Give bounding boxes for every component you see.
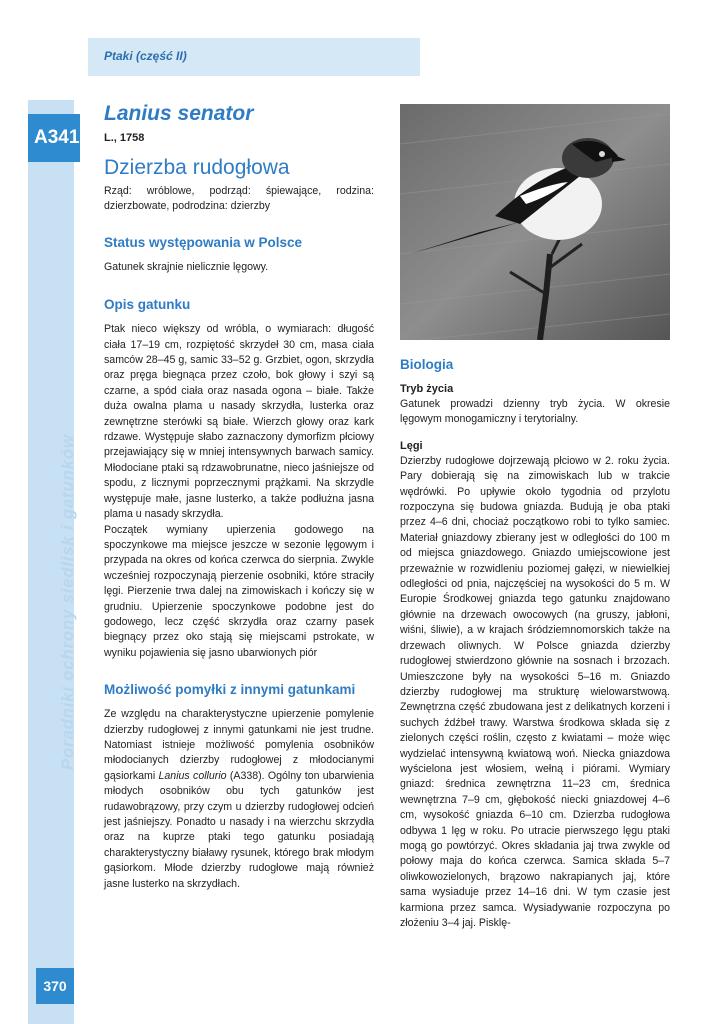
biologia-heading: Biologia [400,357,454,372]
status-heading: Status występowania w Polsce [104,234,303,250]
series-title: Ptaki (część II) [104,49,187,63]
pomylka-text-after: (A338). Ogólny ton ubarwienia młodych osobników obu tych gatunków jest rudawobrązowy, przy czym u dzierzby rudogłowej odcień jest jaśniejszy. Ponadto u nasady i na wierzchu skrzydła oraz na kuprze ptaki tego gatunku posiadają charakterystyczny białawy rysunek, którego brak młodym gąsiorkom. Młode dzierzby rudogłowe mają również jasne lusterko na skrzydłach. [104,769,375,890]
right-column [400,356,670,931]
status-text: Gatunek skrajnie nielicznie lęgowy. [104,260,269,273]
bird-photo [400,104,670,340]
opis-paragraph-2: Początek wymiany upierzenia godowego na spoczynkowe ma miejsce jeszcze w sezonie lęgowym i przypada na okres od końca czerwca do sierpnia. Zwykle wcześniej rozpoczynają pierzenie osobniki, które straciły lęgi. Pierzenie trwa dalej na zimowiskach i kończy się w grudniu. Upierzenie spoczynkowe podobne jest do godowego, lecz część skrzydła oraz czarny pasek biegnący przez oko stają się miejscami pstrokate, w wyniku pojawienia się jasno ubarwionych piór [104,523,374,659]
latin-name: Lanius senator [104,102,254,125]
legi-heading: Lęgi [400,439,423,452]
taxonomy-text: Rząd: wróblowe, podrząd: śpiewające, rodzina: dzierzbowate, podrodzina: dzierzby [104,185,374,213]
pomylka-latin: Lanius collurio [158,769,227,782]
legi-text: Dzierzby rudogłowe dojrzewają płciowo w 2. roku życia. Pary dobierają się na zimowiskach lub w trakcie wędrówki. Po upływie około tygodnia od przylotu rozpoczyna się budowa gniazda. Budują je oba ptaki przez 4–6 dni, chociaż początkowo robi to tylko samiec. Materiał gniazdowy zbierany jest w odległości do 100 m od miejsca gniazdowego. Gniazdo umiejscowione jest przeważnie w rozwidleniu poziomej gałęzi, w niewielkiej odległości od pnia, najczęściej na wysokości do 5 m. W Europie Środkowej gniazda tego gatunku znajdowano głównie na drzewach owocowych (na gruszy, jabłoni, wiśni, śliwie), a w krajach śródziemnomorskich także na drzewach oliwnych. W Polsce gniazda dzierzby rudogłowej stwierdzono głównie na sosnach i brzozach. Umieszczone były na wysokości 5–16 m. Gniazdo dzierzby rudogłowej ma strukturę wielowarstwową. Zewnętrzna część zbudowana jest z delikatnych korzeni i suchych źdźbeł trawy. Warstwa środkowa składa się z zielonych części roślin, często z kwiatami – może więc wydzielać intensywną kwiatową woń. Niecka gniazdowa wyścielona jest włosiem, wełną i piórami. Wymiary gniazd: średnica zewnętrzna 11–23 cm, średnica wewnętrzna 7–9 cm, głębokość niecki gniazdowej 4–6 cm, wysokość gniazda 6–10 cm. Dzierzba rudogłowa odbywa 1 lęg w roku. Po utracie pierwszego lęgu ptaki mogą go powtórzyć. Okres składania jaj trwa zwykle od połowy maja do końca czerwca. Samica składa 5–7 oliwkowozielonych, brązowo nakrapianych jaj, które sama wysiaduje przez 14–16 dni. W tym czasie jest karmiona przez samca. Wysiadywanie rozpoczyna po złożeniu 3–4 jaj. Pisklę- [400,454,670,929]
left-column [104,100,374,892]
opis-heading: Opis gatunku [104,297,191,313]
polish-name: Dzierzba rudogłowa [104,156,290,179]
pomylka-heading: Możliwość pomyłki z innymi gatunkami [104,682,356,698]
species-author: L., 1758 [104,132,145,144]
vertical-title: Poradniki ochrony siedlisk i gatunków [58,434,77,770]
opis-paragraph-1: Ptak nieco większy od wróbla, o wymiarach: długość ciała 17–19 cm, rozpiętość skrzydeł 30 cm, masa ciała samców 28–45 g, samic 33–52 g. Grzbiet, ogon, skrzydła oraz pręga biegnąca przez czoło, bok głowy i szyi są czarne, a spód ciała oraz nasada ogona – białe. Także duża owalna plama u nasady skrzydła, lusterka oraz zewnętrzne sterówki są białe. Wierzch głowy oraz kark rdzawe. Występuje słabo zaznaczony dymorfizm płciowy przejawiający się w mniej intensywnych barwach samicy. Młodociane ptaki są rdzawobrunatne, nieco jaśniejsze od spodu, z licznymi poprzecznymi prążkami. Na skrzydle występuje małe, jasne lusterko, a także podłużna jasna plama u nasady skrzydła. [104,323,374,521]
pomylka-text [104,707,374,892]
pomylka-text-before: Ze względu na charakterystyczne upierzenie pomylenie dzierzby rudogłowej z innymi gatunkami nie jest trudne. Natomiast istnieje możliwość pomylenia osobników młodocianych dzierzby rudogłowej z młodocianymi gąsiorkami [104,708,374,782]
header-band [88,38,420,76]
tryb-text: Gatunek prowadzi dzienny tryb życia. W okresie lęgowym monogamiczny i terytorialny. [400,398,670,426]
page-number: 370 [36,968,74,1004]
species-code: A341 [28,114,80,162]
tryb-heading: Tryb życia [400,383,454,395]
